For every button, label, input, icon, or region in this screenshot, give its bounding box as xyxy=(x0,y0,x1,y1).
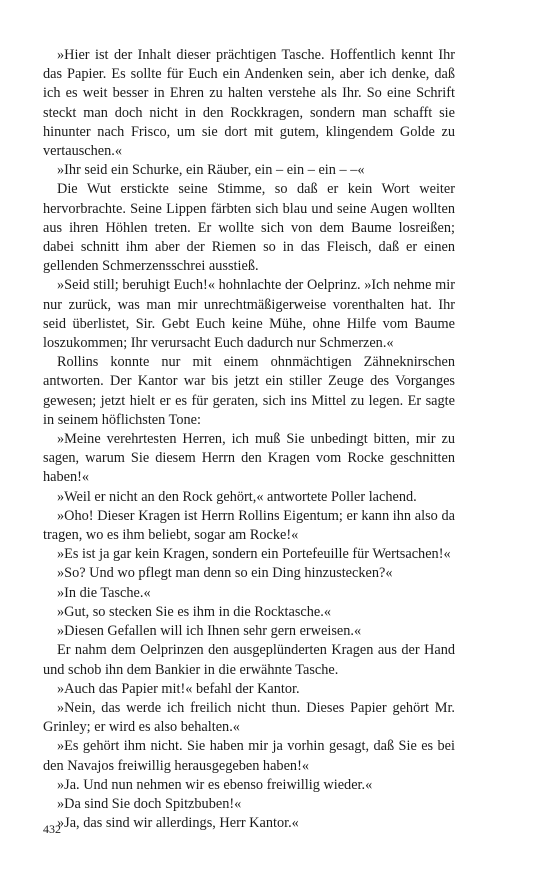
page-number: 432 xyxy=(43,822,61,836)
paragraph: Die Wut erstickte seine Stimme, so daß er kein Wort weiter hervorbrachte. Seine Lippen färbten sich blau und seine Augen wollten aus ihren Höhlen treten. Er wollte sich von dem Baume losreißen; dabei schnitt ihm aber der Riemen so in das Fleisch, daß er einen gellenden Schmerzensschrei ausstieß. xyxy=(43,181,455,275)
paragraph: »Es ist ja gar kein Kragen, sondern ein Portefeuille für Wertsachen!« xyxy=(57,546,451,563)
paragraph: »Da sind Sie doch Spitzbuben!« xyxy=(57,795,242,812)
paragraph: »Weil er nicht an den Rock gehört,« antwortete Poller lachend. xyxy=(57,488,417,505)
paragraph: »Ja, das sind wir allerdings, Herr Kantor.« xyxy=(57,815,299,832)
paragraph: »Hier ist der Inhalt dieser prächtigen Tasche. Hoffentlich kennt Ihr das Papier. Es sollte für Euch ein Andenken sein, aber ich denke, daß ich es weit besser in Ehren zu halten verstehe als Ihr. So eine Schrift steckt man doch nicht in den Rockkragen, sondern man schafft sie hinunter nach Frisco, um sie dort mit gutem, klingendem Golde zu vertauschen.« xyxy=(43,47,455,160)
paragraph: Er nahm dem Oelprinzen den ausgeplünderten Kragen aus der Hand und schob ihn dem Bankier in die erwähnte Tasche. xyxy=(43,642,455,678)
paragraph: »Es gehört ihm nicht. Sie haben mir ja vorhin gesagt, daß Sie es bei den Navajos freiwillig herausgegeben haben!« xyxy=(43,738,455,774)
book-page xyxy=(43,46,455,833)
paragraph: »Meine verehrtesten Herren, ich muß Sie unbedingt bitten, mir zu sagen, warum Sie diesem Herrn den Kragen vom Rocke geschnitten haben!« xyxy=(43,431,455,486)
paragraph: »Oho! Dieser Kragen ist Herrn Rollins Eigentum; er kann ihn also da tragen, wo es ihm beliebt, sogar am Rocke!« xyxy=(43,507,455,544)
paragraph: »Ja. Und nun nehmen wir es ebenso freiwillig wieder.« xyxy=(57,776,373,793)
paragraph: »In die Tasche.« xyxy=(57,584,151,601)
paragraph: »Auch das Papier mit!« befahl der Kantor. xyxy=(57,680,300,697)
paragraph: Rollins konnte nur mit einem ohnmächtigen Zähneknirschen antworten. Der Kantor war bis jetzt ein stiller Zeuge des Vorganges gewesen; jetzt hielt er es für geraten, sich ins Mittel zu legen. Er sagte in seinem höflichsten Tone: xyxy=(43,354,455,428)
paragraph: »Nein, das werde ich freilich nicht thun. Dieses Papier gehört Mr. Grinley; er wird es also behalten.« xyxy=(43,699,455,736)
paragraph: »Gut, so stecken Sie es ihm in die Rocktasche.« xyxy=(57,603,331,620)
paragraph: »Ihr seid ein Schurke, ein Räuber, ein – ein – ein – –« xyxy=(57,162,365,179)
paragraph: »So? Und wo pflegt man denn so ein Ding hinzustecken?« xyxy=(57,565,393,582)
paragraph: »Seid still; beruhigt Euch!« hohnlachte der Oelprinz. »Ich nehme mir nur zurück, was man mir unrechtmäßigerweise vorenthalten hat. Ihr seid überlistet, Sir. Gebt Euch keine Mühe, ohne Hilfe vom Baume loszukommen; Ihr verursacht Euch dadurch nur Schmerzen.« xyxy=(43,277,455,352)
paragraph: »Diesen Gefallen will ich Ihnen sehr gern erweisen.« xyxy=(57,623,362,640)
